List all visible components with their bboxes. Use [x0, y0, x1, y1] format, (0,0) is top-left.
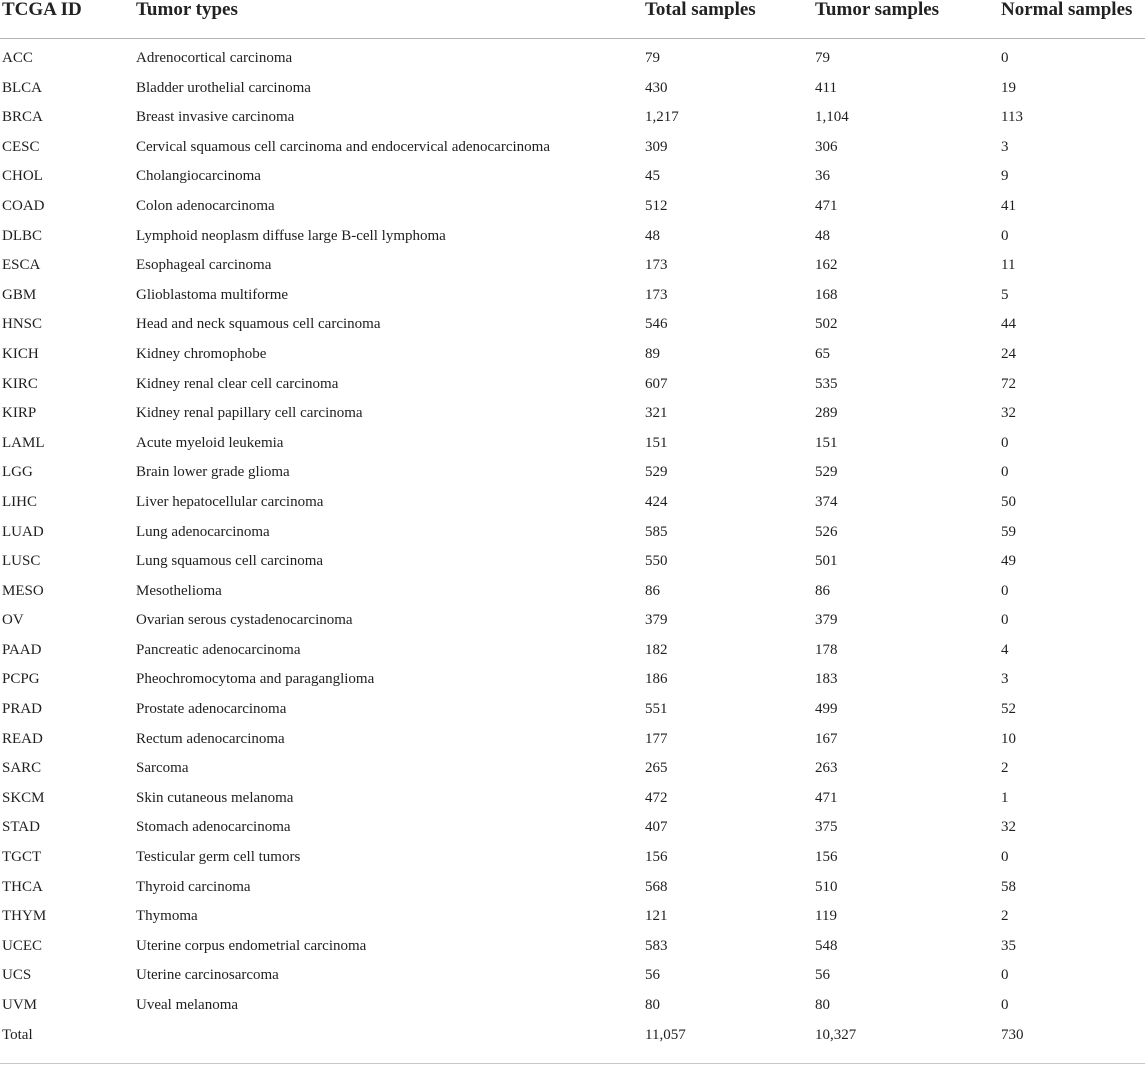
normal-samples-cell: 9 — [1001, 168, 1009, 185]
total-samples-cell: 568 — [645, 878, 668, 895]
tumor-samples-cell: 471 — [815, 789, 838, 806]
normal-samples-cell: 11 — [1001, 257, 1016, 274]
tumor-type-cell: Mesothelioma — [136, 582, 222, 599]
total-samples-cell: 265 — [645, 760, 668, 777]
tcga-id-cell: SARC — [2, 760, 42, 777]
total-samples-cell: 546 — [645, 316, 668, 333]
total-samples-cell: 407 — [645, 819, 668, 836]
tcga-id-cell: HNSC — [2, 316, 43, 333]
tumor-samples-cell: 183 — [815, 671, 838, 688]
tumor-type-cell: Cholangiocarcinoma — [136, 168, 261, 185]
table-row — [0, 784, 1145, 814]
table-row — [0, 370, 1145, 400]
normal-samples-cell: 49 — [1001, 553, 1016, 570]
tumor-samples-cell: 86 — [815, 582, 830, 599]
tcga-id-cell: LAML — [2, 434, 45, 451]
tumor-samples-cell: 510 — [815, 878, 838, 895]
tcga-id-cell: KIRC — [2, 375, 38, 392]
total-samples-cell: 551 — [645, 701, 668, 718]
tcga-id-cell: THCA — [2, 878, 43, 895]
tumor-samples-cell: 119 — [815, 908, 837, 925]
table-header-row — [0, 0, 1145, 39]
tumor-samples-cell: 167 — [815, 730, 838, 747]
total-samples-cell: 607 — [645, 375, 668, 392]
table-row — [0, 873, 1145, 903]
table-row — [0, 902, 1145, 932]
table-row — [0, 665, 1145, 695]
total-samples-cell: 512 — [645, 197, 668, 214]
tumor-samples-cell: 168 — [815, 286, 838, 303]
tumor-type-cell: Adrenocortical carcinoma — [136, 50, 293, 66]
table-row — [0, 636, 1145, 666]
normal-samples-cell: 5 — [1001, 286, 1009, 303]
tcga-id-cell: THYM — [2, 908, 47, 925]
total-samples-cell: 89 — [645, 345, 660, 362]
normal-samples-cell: 0 — [1001, 227, 1009, 244]
tumor-type-cell: Rectum adenocarcinoma — [136, 730, 285, 747]
header-tumor-types: Tumor types — [136, 0, 238, 20]
tcga-id-cell: KIRP — [2, 405, 37, 422]
total-samples-cell: 1,217 — [645, 109, 679, 126]
tcga-id-cell: CESC — [2, 138, 40, 155]
total-samples-cell: 156 — [645, 849, 668, 866]
total-samples-cell: 80 — [645, 997, 660, 1013]
tcga-id-cell: LIHC — [2, 493, 37, 510]
tcga-id-cell: UCS — [2, 967, 32, 984]
tumor-samples-cell: 151 — [815, 434, 838, 451]
table-row — [0, 103, 1145, 133]
tumor-samples-cell: 289 — [815, 405, 838, 422]
tcga-id-cell: STAD — [2, 819, 40, 836]
total-samples-cell: 121 — [645, 908, 668, 925]
header-total-samples: Total samples — [645, 0, 756, 20]
tcga-id-cell: ESCA — [2, 257, 41, 274]
tumor-samples-cell: 375 — [815, 819, 838, 836]
tcga-id-cell: PAAD — [2, 641, 42, 658]
total-samples-cell: 48 — [645, 227, 660, 244]
total-samples-cell: 173 — [645, 257, 668, 274]
tumor-type-cell: Prostate adenocarcinoma — [136, 701, 287, 718]
header-tcga-id: TCGA ID — [2, 0, 82, 20]
table-row — [0, 192, 1145, 222]
tumor-type-cell: Kidney renal clear cell carcinoma — [136, 375, 339, 392]
tumor-type-cell: Stomach adenocarcinoma — [136, 819, 291, 836]
tcga-id-cell: SKCM — [2, 789, 45, 806]
tcga-id-cell: GBM — [2, 286, 37, 303]
table-row — [0, 281, 1145, 311]
total-samples-cell: 529 — [645, 464, 668, 481]
tcga-id-cell: OV — [2, 612, 24, 629]
total-samples-cell: 309 — [645, 138, 668, 155]
normal-samples-cell: 0 — [1001, 50, 1009, 66]
table-row — [0, 606, 1145, 636]
tumor-samples-cell: 1,104 — [815, 109, 849, 126]
normal-samples-cell: 2 — [1001, 908, 1009, 925]
normal-samples-cell: 0 — [1001, 612, 1009, 629]
tumor-samples-cell: 80 — [815, 997, 830, 1013]
total-samples-cell: 11,057 — [645, 1026, 686, 1043]
table-row — [0, 162, 1145, 192]
table-total-row — [0, 1021, 1145, 1051]
tumor-samples-cell: 379 — [815, 612, 838, 629]
table-body — [0, 39, 1145, 1050]
total-samples-cell: 585 — [645, 523, 668, 540]
tumor-type-cell: Colon adenocarcinoma — [136, 197, 275, 214]
tumor-type-cell: Lymphoid neoplasm diffuse large B-cell lymphoma — [136, 227, 446, 244]
tumor-samples-cell: 306 — [815, 138, 838, 155]
table-row — [0, 932, 1145, 962]
tumor-type-cell: Acute myeloid leukemia — [136, 434, 284, 451]
tumor-type-cell: Pancreatic adenocarcinoma — [136, 641, 301, 658]
tumor-samples-cell: 502 — [815, 316, 838, 333]
normal-samples-cell: 10 — [1001, 730, 1016, 747]
total-samples-cell: 45 — [645, 168, 660, 185]
tcga-id-cell: BLCA — [2, 79, 43, 96]
tumor-samples-cell: 263 — [815, 760, 838, 777]
table-row — [0, 843, 1145, 873]
total-samples-cell: 79 — [645, 50, 660, 66]
normal-samples-cell: 0 — [1001, 464, 1009, 481]
tcga-id-cell: LGG — [2, 464, 33, 481]
tumor-type-cell: Pheochromocytoma and paraganglioma — [136, 671, 375, 688]
tcga-id-cell: COAD — [2, 197, 45, 214]
tumor-samples-cell: 535 — [815, 375, 838, 392]
table-row — [0, 577, 1145, 607]
table-bottom-rule — [0, 1063, 1145, 1064]
tumor-type-cell: Breast invasive carcinoma — [136, 109, 295, 126]
tumor-type-cell: Cervical squamous cell carcinoma and endocervical adenocarcinoma — [136, 138, 550, 155]
table-row — [0, 754, 1145, 784]
table-row — [0, 518, 1145, 548]
tcga-id-cell: Total — [2, 1026, 33, 1043]
tumor-type-cell: Esophageal carcinoma — [136, 257, 272, 274]
normal-samples-cell: 59 — [1001, 523, 1016, 540]
normal-samples-cell: 58 — [1001, 878, 1016, 895]
tcga-id-cell: MESO — [2, 582, 44, 599]
normal-samples-cell: 1 — [1001, 789, 1009, 806]
table-row — [0, 547, 1145, 577]
tumor-type-cell: Ovarian serous cystadenocarcinoma — [136, 612, 353, 629]
tcga-id-cell: TGCT — [2, 849, 42, 866]
normal-samples-cell: 730 — [1001, 1026, 1024, 1043]
tumor-type-cell: Lung squamous cell carcinoma — [136, 553, 324, 570]
tcga-id-cell: LUSC — [2, 553, 41, 570]
table-row — [0, 340, 1145, 370]
tumor-samples-cell: 178 — [815, 641, 838, 658]
normal-samples-cell: 24 — [1001, 345, 1016, 362]
tumor-samples-cell: 529 — [815, 464, 838, 481]
total-samples-cell: 151 — [645, 434, 668, 451]
tumor-type-cell: Uveal melanoma — [136, 997, 239, 1013]
normal-samples-cell: 3 — [1001, 671, 1009, 688]
total-samples-cell: 321 — [645, 405, 668, 422]
tumor-type-cell: Brain lower grade glioma — [136, 464, 290, 481]
tumor-type-cell: Thymoma — [136, 908, 198, 925]
tumor-samples-cell: 56 — [815, 967, 830, 984]
normal-samples-cell: 3 — [1001, 138, 1009, 155]
table-row — [0, 44, 1145, 74]
total-samples-cell: 424 — [645, 493, 668, 510]
normal-samples-cell: 32 — [1001, 819, 1016, 836]
normal-samples-cell: 0 — [1001, 434, 1009, 451]
tumor-samples-cell: 65 — [815, 345, 830, 362]
normal-samples-cell: 35 — [1001, 937, 1016, 954]
tcga-id-cell: PRAD — [2, 701, 43, 718]
tcga-id-cell: PCPG — [2, 671, 40, 688]
total-samples-cell: 583 — [645, 937, 668, 954]
tcga-id-cell: ACC — [2, 50, 33, 66]
tumor-samples-cell: 411 — [815, 79, 837, 96]
tcga-id-cell: UVM — [2, 997, 38, 1013]
tumor-type-cell: Lung adenocarcinoma — [136, 523, 270, 540]
table-row — [0, 429, 1145, 459]
normal-samples-cell: 113 — [1001, 109, 1023, 126]
table-row — [0, 222, 1145, 252]
tumor-samples-cell: 10,327 — [815, 1026, 857, 1043]
tumor-samples-cell: 48 — [815, 227, 830, 244]
tumor-type-cell: Uterine carcinosarcoma — [136, 967, 279, 984]
total-samples-cell: 86 — [645, 582, 660, 599]
tumor-samples-cell: 79 — [815, 50, 830, 66]
normal-samples-cell: 4 — [1001, 641, 1009, 658]
total-samples-cell: 182 — [645, 641, 668, 658]
table-row — [0, 458, 1145, 488]
table-row — [0, 251, 1145, 281]
normal-samples-cell: 52 — [1001, 701, 1016, 718]
normal-samples-cell: 2 — [1001, 760, 1009, 777]
normal-samples-cell: 72 — [1001, 375, 1016, 392]
normal-samples-cell: 41 — [1001, 197, 1016, 214]
total-samples-cell: 56 — [645, 967, 660, 984]
total-samples-cell: 186 — [645, 671, 668, 688]
tumor-samples-cell: 162 — [815, 257, 838, 274]
tumor-type-cell: Thyroid carcinoma — [136, 878, 251, 895]
normal-samples-cell: 32 — [1001, 405, 1016, 422]
tumor-samples-cell: 374 — [815, 493, 838, 510]
tumor-type-cell: Head and neck squamous cell carcinoma — [136, 316, 381, 333]
tumor-type-cell: Kidney renal papillary cell carcinoma — [136, 405, 363, 422]
normal-samples-cell: 0 — [1001, 967, 1009, 984]
total-samples-cell: 430 — [645, 79, 668, 96]
total-samples-cell: 379 — [645, 612, 668, 629]
tcga-id-cell: KICH — [2, 345, 39, 362]
normal-samples-cell: 50 — [1001, 493, 1016, 510]
tumor-type-cell: Uterine corpus endometrial carcinoma — [136, 937, 367, 954]
normal-samples-cell: 44 — [1001, 316, 1016, 333]
table-row — [0, 725, 1145, 755]
tcga-id-cell: LUAD — [2, 523, 44, 540]
tumor-type-cell: Liver hepatocellular carcinoma — [136, 493, 324, 510]
tcga-id-cell: READ — [2, 730, 43, 747]
tumor-type-cell: Kidney chromophobe — [136, 345, 267, 362]
table-row — [0, 399, 1145, 429]
tumor-type-cell: Sarcoma — [136, 760, 189, 777]
table-row — [0, 74, 1145, 104]
total-samples-cell: 550 — [645, 553, 668, 570]
total-samples-cell: 173 — [645, 286, 668, 303]
table-row — [0, 813, 1145, 843]
tumor-samples-cell: 548 — [815, 937, 838, 954]
tumor-type-cell: Testicular germ cell tumors — [136, 849, 301, 866]
normal-samples-cell: 0 — [1001, 582, 1009, 599]
tumor-samples-cell: 471 — [815, 197, 838, 214]
tumor-samples-cell: 501 — [815, 553, 838, 570]
tumor-type-cell: Bladder urothelial carcinoma — [136, 79, 311, 96]
tumor-samples-cell: 499 — [815, 701, 838, 718]
tumor-samples-cell: 36 — [815, 168, 830, 185]
total-samples-cell: 472 — [645, 789, 668, 806]
total-samples-cell: 177 — [645, 730, 668, 747]
tcga-id-cell: DLBC — [2, 227, 43, 244]
tcga-id-cell: BRCA — [2, 109, 43, 126]
table-row — [0, 310, 1145, 340]
table-row — [0, 991, 1145, 1021]
normal-samples-cell: 0 — [1001, 849, 1009, 866]
tumor-type-cell: Glioblastoma multiforme — [136, 286, 289, 303]
table-row — [0, 961, 1145, 991]
header-normal-samples: Normal samples — [1001, 0, 1133, 20]
tumor-samples-cell: 156 — [815, 849, 838, 866]
header-tumor-samples: Tumor samples — [815, 0, 940, 20]
tcga-id-cell: CHOL — [2, 168, 43, 185]
tumor-type-cell: Skin cutaneous melanoma — [136, 789, 294, 806]
tcga-id-cell: UCEC — [2, 937, 43, 954]
table-row — [0, 488, 1145, 518]
table-row — [0, 133, 1145, 163]
normal-samples-cell: 0 — [1001, 997, 1009, 1013]
tumor-samples-cell: 526 — [815, 523, 838, 540]
normal-samples-cell: 19 — [1001, 79, 1016, 96]
table-row — [0, 695, 1145, 725]
